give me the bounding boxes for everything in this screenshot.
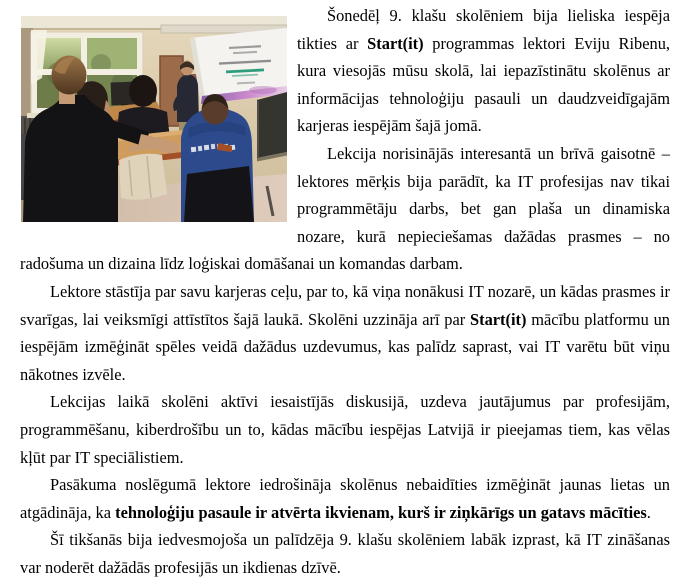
article-paragraph: Lekcija norisinājās interesantā un brīvā gaisotnē – lektores mērķis bija parādīt, ka IT profesijas nav tikai programmētāju darbs, bet gan plaša un dinamiska nozare, kurā nepieciešamas dažādas prasmes – no radošuma un dizaina līdz loģiskai domāšanai un komandas darbam. [20, 143, 670, 274]
chalkboard [257, 92, 287, 162]
center-student-head [129, 75, 157, 107]
classroom-photo [21, 16, 287, 222]
article-paragraph: Lektore stāstīja par savu karjeras ceļu, par to, kā viņa nonākusi IT nozarē, un kādas prasmes ir svarīgas, lai veiksmīgi attīstītos šajā laukā. Skolēni uzzināja arī par Start(it) mācību platformu un iespējām izmēģināt spēles veidā dažādus uzdevumus, kas palīdz saprast, vai IT varētu būt viņu nākotnes izvēle. [20, 281, 670, 384]
article-paragraph: Lekcijas laikā skolēni aktīvi iesaistījās diskusijā, uzdeva jautājumus par profesijām, programmēšanu, kiberdrošību un to, kādas mācību iespējas Latvijā ir pieejamas tiem, kas vēlas kļūt par IT speciālistiem. [20, 392, 670, 467]
article-paragraph: Šī tikšanās bija iedvesmojoša un palīdzēja 9. klašu skolēniem labāk izprast, kā IT zināšanas var noderēt dažādās profesijās un ikdienas dzīvē. [20, 530, 670, 577]
article-paragraph: Šonedēļ 9. klašu skolēniem bija lieliska iespēja tikties ar Start(it) programmas lektori Eviju Ribenu, kura viesojās mūsu skolā, lai iepazīstinātu skolēnus ar informācijas tehnoloģiju pasauli un daudzveidīgajām karjeras iespējām šajā jomā. [297, 6, 671, 136]
hoodie-student-pants [184, 166, 254, 222]
article-paragraph: Pasākuma noslēgumā lektore iedrošināja skolēnus nebaidīties izmēģināt jaunas lietas un atgādināja, ka tehnoloģiju pasaule ir atvērta ikvienam, kurš ir ziņkārīgs un gatavs mācīties. [20, 475, 670, 522]
classroom-photo-illustration [21, 16, 287, 222]
clasped-hands [159, 141, 179, 153]
paper-bag [119, 154, 167, 200]
